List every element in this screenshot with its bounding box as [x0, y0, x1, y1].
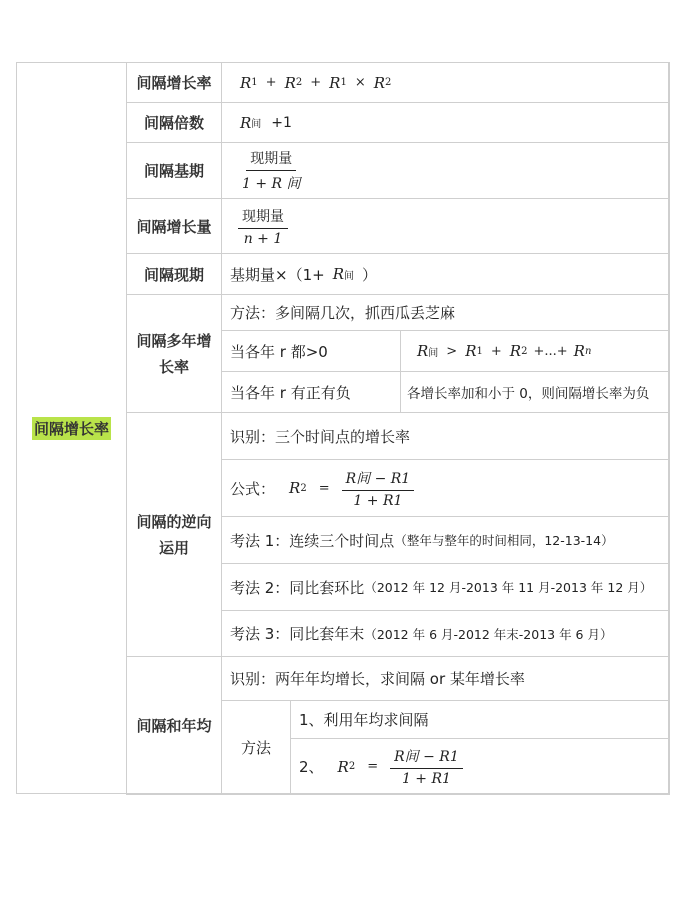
- formula-table: [16, 62, 669, 794]
- avg-identify: 识别：两年年均增长，求间隔 or 某年增长率: [221, 656, 670, 701]
- base-fraction: $\frac{\text{现期量}}{\text{1 + R 间}}$: [238, 148, 305, 193]
- inverse-formula: 公式： R 2 = $\frac{\text{R间 − R1}}{1 + R1}$: [221, 459, 670, 517]
- row-label-increase: 间隔增长量: [126, 198, 222, 254]
- row-label-multiple: 间隔倍数: [126, 102, 222, 143]
- inverse-method-3: 考法 3：同比套年末 （2012 年 6 月-2012 年末-2013 年 6 月）: [221, 610, 670, 657]
- multiyear-case2-note: 各增长率加和小于 0，则间隔增长率为负: [400, 371, 670, 413]
- row-label-inverse: 间隔的逆向 运用: [126, 412, 222, 657]
- multiyear-case1: 当各年 r 都>0: [221, 330, 401, 372]
- increase-formula: [221, 198, 670, 254]
- row-label-avg: 间隔和年均: [126, 656, 222, 795]
- row-label-current: 间隔现期: [126, 253, 222, 295]
- avg-fraction: $\frac{\text{R间 − R1}}{1 + R1}$: [390, 746, 463, 787]
- increase-fraction: $\frac{\text{现期量}}{n + 1}$: [238, 206, 288, 247]
- category-label: 间隔增长率: [32, 417, 111, 440]
- inverse-fraction: $\frac{\text{R间 − R1}}{1 + R1}$: [342, 468, 415, 509]
- row-label-multiyear: 间隔多年增 长率: [126, 294, 222, 413]
- inverse-identify: 识别：三个时间点的增长率: [221, 412, 670, 460]
- avg-method-1: 1、利用年均求间隔: [290, 700, 670, 739]
- row-label-base: 间隔基期: [126, 142, 222, 199]
- inverse-method-2: 考法 2：同比套环比 （2012 年 12 月-2013 年 11 月-2013 年 12 月）: [221, 563, 670, 611]
- rate-formula: R 1 + R 2 + R 1 × R 2: [221, 62, 670, 103]
- avg-method-label: 方法: [221, 700, 291, 795]
- multiple-formula: R 间 +1: [221, 102, 670, 143]
- row-label-rate: 间隔增长率: [126, 62, 222, 103]
- current-formula: 基期量×（1+ R 间 ）: [221, 253, 670, 295]
- multiyear-method: 方法：多间隔几次，抓西瓜丢芝麻: [221, 294, 670, 331]
- inverse-method-1: 考法 1：连续三个时间点 （整年与整年的时间相同，12-13-14）: [221, 516, 670, 564]
- multiyear-case1-formula: R 间 > R 1 + R 2 +...+ R n: [400, 330, 670, 372]
- avg-method-2: 2、 R 2 = $\frac{\text{R间 − R1}}{1 + R1}$: [290, 738, 670, 795]
- category-cell: [16, 62, 127, 794]
- base-formula: [221, 142, 670, 199]
- multiyear-case2: 当各年 r 有正有负: [221, 371, 401, 413]
